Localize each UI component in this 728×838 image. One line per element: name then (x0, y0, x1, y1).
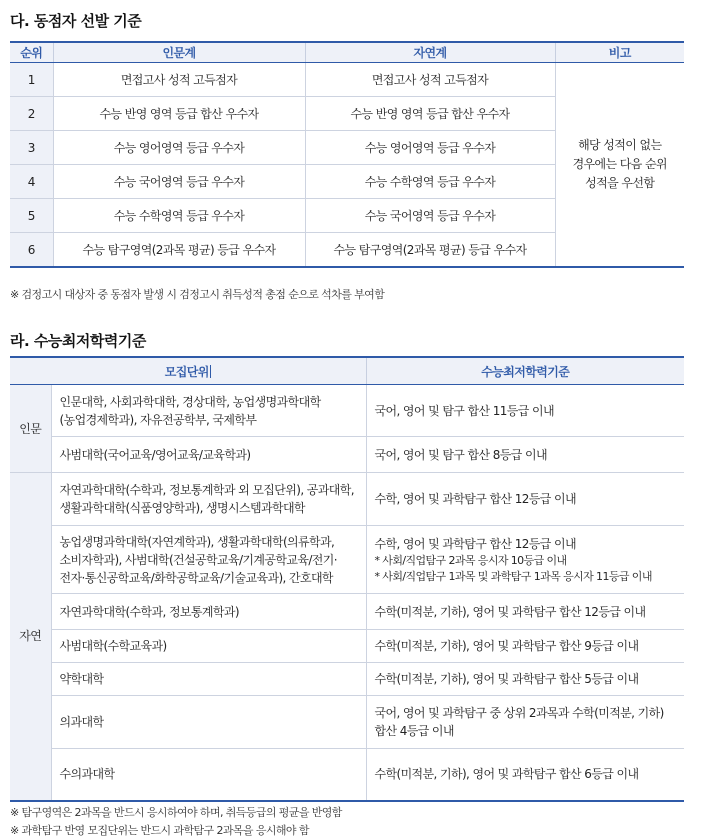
minimum-footnote-1: ※ 탐구영역은 2과목을 반드시 응시하여야 하며, 취득등급의 평균을 반영함 (10, 806, 342, 819)
minimum-standard-table (10, 356, 684, 802)
unit-line: 생활과학대학(식품영양학과), 생명시스템과학대학 (59, 501, 305, 515)
unit-line: 전자·통신공학교육/화학공학교육/기술교육과), 간호대학 (59, 570, 333, 585)
unit-line: 자연과학대학(수학과, 정보통계학과 외 모집단위), 공과대학, (59, 483, 354, 497)
requirement-subnote: * 사회/직업탐구 2과목 응시자 10등급 이내 (374, 553, 567, 567)
note-line: 성적을 우선함 (585, 176, 655, 190)
header-science: 자연계 (305, 42, 555, 63)
unit-cell (51, 526, 366, 594)
requirement-line: 국어, 영어 및 탐구 합산 11등급 이내 (374, 403, 554, 418)
table-row (10, 594, 684, 630)
requirement-cell (366, 749, 684, 801)
requirement-cell (366, 630, 684, 663)
requirement-line: 수학, 영어 및 과학탐구 합산 12등급 이내 (374, 492, 576, 506)
humanities-cell: 수능 수학영역 등급 우수자 (53, 199, 305, 233)
table-row (10, 630, 684, 663)
unit-cell (51, 630, 366, 663)
tiebreak-table (10, 41, 684, 268)
requirement-line: 수학(미적분, 기하), 영어 및 과학탐구 합산 6등급 이내 (374, 767, 639, 782)
unit-cell (51, 437, 366, 473)
requirement-cell (366, 594, 684, 630)
requirement-line: 수학(미적분, 기하), 영어 및 과학탐구 합산 12등급 이내 (374, 604, 646, 619)
requirement-line: 국어, 영어 및 과학탐구 중 상위 2과목과 수학(미적분, 기하) (374, 706, 664, 720)
header-rank: 순위 (10, 42, 53, 63)
tiebreak-footnote: ※ 검정고시 대상자 중 동점자 발생 시 검정고시 취득성적 총점 순으로 석차를 부여함 (10, 288, 385, 301)
requirement-cell (366, 437, 684, 473)
rank-cell: 5 (10, 199, 53, 233)
unit-cell (51, 385, 366, 437)
requirement-line: 수학, 영어 및 과학탐구 합산 12등급 이내 (374, 536, 576, 551)
group-label: 인문 (10, 385, 51, 473)
unit-line: 사범대학(국어교육/영어교육/교육학과) (59, 447, 251, 462)
science-cell: 면접고사 성적 고득점자 (305, 63, 555, 97)
text-cursor (210, 365, 211, 378)
unit-line: 인문대학, 사회과학대학, 경상대학, 농업생명과학대학 (59, 394, 321, 409)
unit-line: 농업생명과학대학(자연계학과), 생활과학대학(의류학과, (59, 534, 335, 549)
science-cell: 수능 반영 영역 등급 합산 우수자 (305, 97, 555, 131)
unit-line: 수의과대학 (59, 767, 115, 782)
table-row (10, 63, 684, 97)
requirement-cell (366, 696, 684, 749)
table-row (10, 749, 684, 801)
humanities-cell: 수능 반영 영역 등급 합산 우수자 (53, 97, 305, 131)
note-line: 경우에는 다음 순위 (572, 157, 667, 171)
unit-cell (51, 696, 366, 749)
table-row (10, 473, 684, 526)
unit-cell (51, 473, 366, 526)
unit-line: 약학대학 (59, 672, 104, 686)
requirement-cell (366, 663, 684, 696)
header-humanities: 인문계 (53, 42, 305, 63)
unit-line: 의과대학 (59, 715, 104, 729)
rank-cell: 1 (10, 63, 53, 97)
rank-cell: 2 (10, 97, 53, 131)
section-title-minimum: 라. 수능최저학력기준 (10, 332, 146, 350)
header-note: 비고 (555, 42, 684, 63)
unit-line: 사범대학(수학교육과) (59, 639, 167, 653)
table-row (10, 663, 684, 696)
note-cell (555, 63, 684, 268)
humanities-cell: 수능 영어영역 등급 우수자 (53, 131, 305, 165)
header-requirement: 수능최저학력기준 (366, 357, 684, 385)
science-cell: 수능 국어영역 등급 우수자 (305, 199, 555, 233)
unit-cell (51, 749, 366, 801)
rank-cell: 3 (10, 131, 53, 165)
science-cell: 수능 수학영역 등급 우수자 (305, 165, 555, 199)
note-line: 해당 성적이 없는 (578, 138, 662, 152)
unit-line: (농업경제학과), 자유전공학부, 국제학부 (59, 412, 257, 427)
unit-cell (51, 663, 366, 696)
minimum-footnote-2: ※ 과학탐구 반영 모집단위는 반드시 과학탐구 2과목을 응시해야 함 (10, 824, 309, 837)
humanities-cell: 면접고사 성적 고득점자 (53, 63, 305, 97)
unit-line: 소비자학과), 사범대학(건설공학교육/기계공학교육/전기· (59, 552, 338, 567)
humanities-cell: 수능 탐구영역(2과목 평균) 등급 우수자 (53, 233, 305, 268)
science-cell: 수능 탐구영역(2과목 평균) 등급 우수자 (305, 233, 555, 268)
table-row (10, 526, 684, 594)
table-row (10, 385, 684, 437)
requirement-cell (366, 526, 684, 594)
requirement-subnote: * 사회/직업탐구 1과목 및 과학탐구 1과목 응시자 11등급 이내 (374, 569, 652, 583)
unit-line: 자연과학대학(수학과, 정보통계학과) (59, 604, 239, 619)
unit-cell (51, 594, 366, 630)
rank-cell: 4 (10, 165, 53, 199)
humanities-cell: 수능 국어영역 등급 우수자 (53, 165, 305, 199)
requirement-line: 합산 4등급 이내 (374, 724, 454, 738)
group-label: 자연 (10, 473, 51, 801)
requirement-line: 국어, 영어 및 탐구 합산 8등급 이내 (374, 447, 547, 462)
requirement-cell (366, 385, 684, 437)
section-title-tiebreak: 다. 동점자 선발 기준 (10, 12, 142, 30)
table-row (10, 437, 684, 473)
header-unit: 모집단위 (10, 357, 366, 385)
requirement-line: 수학(미적분, 기하), 영어 및 과학탐구 합산 9등급 이내 (374, 639, 639, 653)
rank-cell: 6 (10, 233, 53, 268)
requirement-cell (366, 473, 684, 526)
table-row (10, 696, 684, 749)
requirement-line: 수학(미적분, 기하), 영어 및 과학탐구 합산 5등급 이내 (374, 672, 639, 686)
science-cell: 수능 영어영역 등급 우수자 (305, 131, 555, 165)
